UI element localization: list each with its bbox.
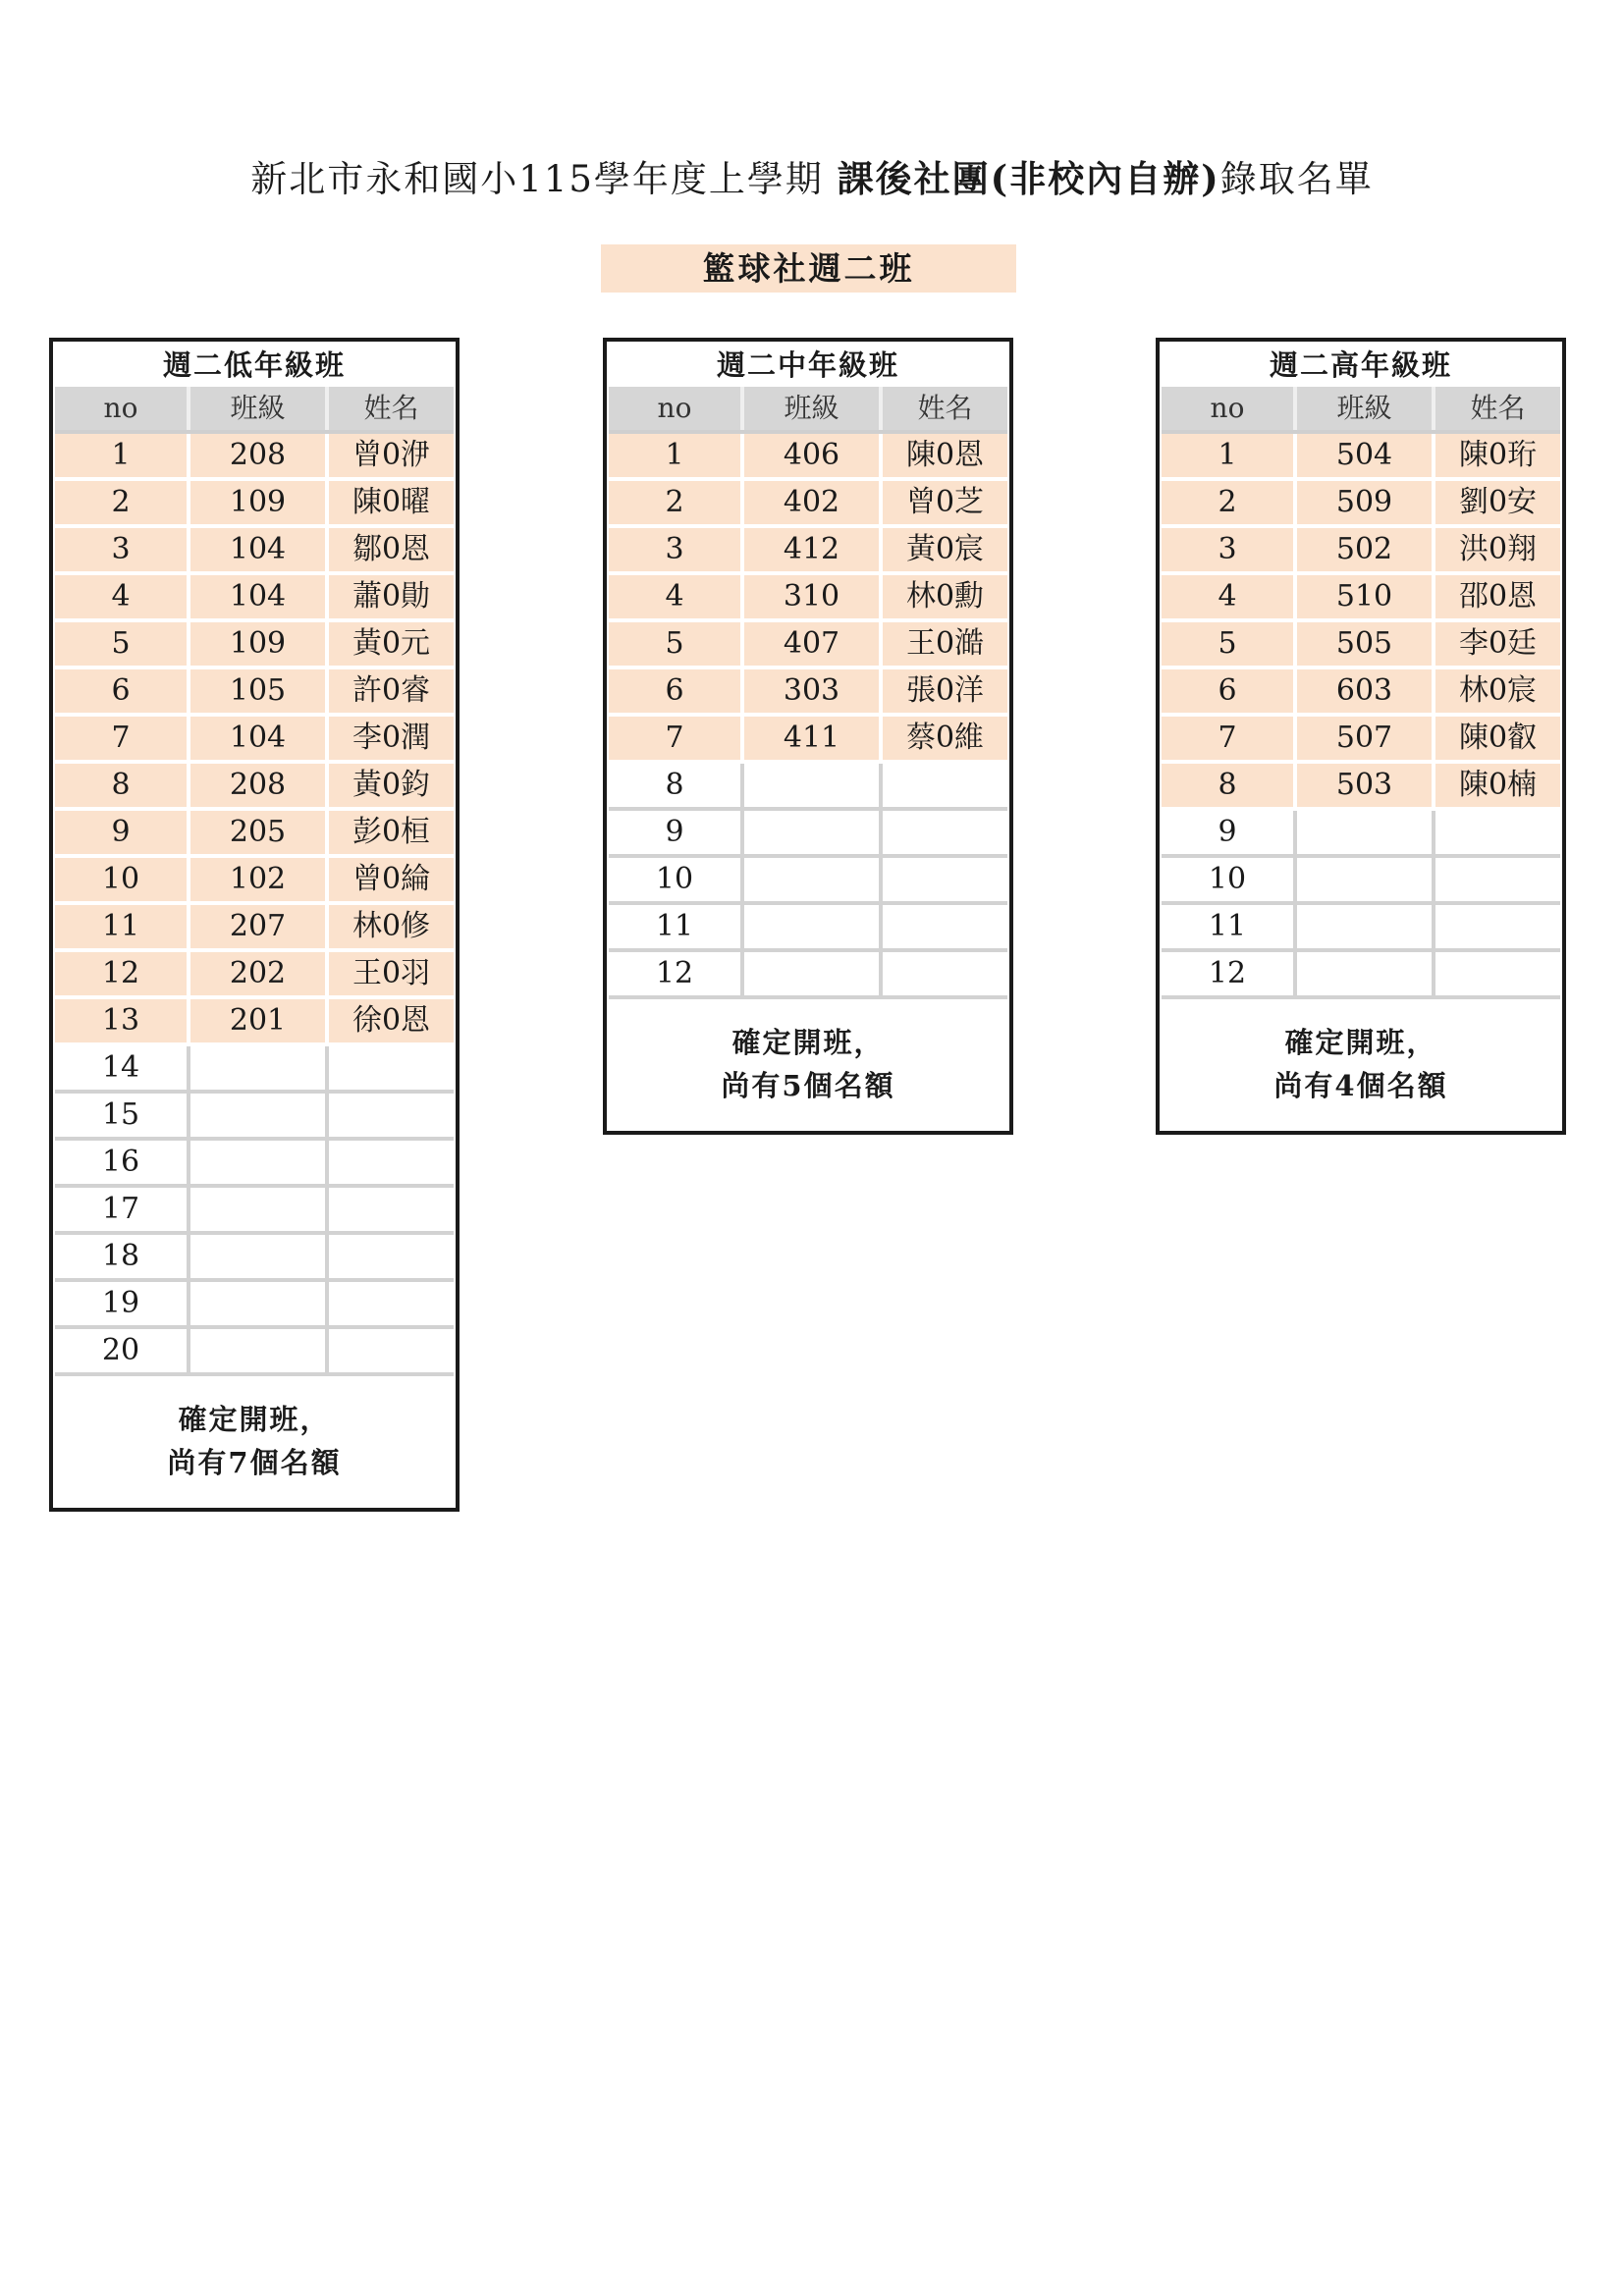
row-student-name [883,905,1007,948]
header-no: no [1162,387,1297,430]
row-class: 502 [1297,528,1435,571]
table-row [1162,764,1560,811]
table-row [1162,528,1560,575]
status-line-confirmed: 確定開班， [1284,1026,1437,1059]
group-title: 週二低年級班 [162,348,346,382]
row-number: 7 [1162,717,1297,760]
row-number: 12 [55,952,190,995]
table-row [55,528,454,575]
row-student-name: 許0睿 [329,669,454,713]
row-class [190,1141,329,1184]
row-class: 207 [190,905,329,948]
table-row [55,481,454,528]
table-row [609,717,1007,764]
row-number: 2 [609,481,744,524]
table-row [609,528,1007,575]
header-class: 班級 [744,387,883,430]
status-line-confirmed: 確定開班， [178,1403,331,1436]
table-row [55,1282,454,1329]
page-title-bold: 課後社團(非校內自辦) [837,157,1220,200]
row-student-name: 曾0綸 [329,858,454,901]
row-number: 20 [55,1329,190,1372]
row-student-name: 鄒0恩 [329,528,454,571]
table-row [1162,669,1560,717]
row-student-name [329,1141,454,1184]
row-class [744,858,883,901]
table-row [609,575,1007,622]
table-row [609,481,1007,528]
table-row [55,1329,454,1376]
table-row [609,905,1007,952]
row-class [1297,905,1435,948]
table-row [55,669,454,717]
row-class [190,1094,329,1137]
table-row [1162,858,1560,905]
group-box-high [1156,338,1566,1135]
row-number: 12 [1162,952,1297,995]
row-student-name: 林0勳 [883,575,1007,618]
table-row [55,905,454,952]
table-row [1162,434,1560,481]
row-student-name: 邵0恩 [1435,575,1560,618]
row-student-name: 張0洋 [883,669,1007,713]
row-number: 14 [55,1046,190,1090]
row-student-name: 王0澔 [883,622,1007,666]
table-row [55,717,454,764]
row-student-name: 黃0鈞 [329,764,454,807]
table-row [55,622,454,669]
table-row [609,764,1007,811]
row-number: 17 [55,1188,190,1231]
row-class [190,1282,329,1325]
table-row [55,764,454,811]
row-student-name [329,1046,454,1090]
row-student-name [1435,811,1560,854]
row-number: 5 [609,622,744,666]
row-class [1297,952,1435,995]
row-class: 509 [1297,481,1435,524]
row-class: 109 [190,622,329,666]
row-number: 18 [55,1235,190,1278]
row-student-name [1435,858,1560,901]
page-title-plain: 新北市永和國小115學年度上學期 [250,158,838,200]
row-class: 510 [1297,575,1435,618]
row-student-name: 洪0翔 [1435,528,1560,571]
row-student-name [1435,952,1560,995]
row-class: 406 [744,434,883,477]
header-no: no [55,387,190,430]
row-class: 104 [190,528,329,571]
header-name: 姓名 [883,387,1007,430]
row-class: 205 [190,811,329,854]
row-class: 507 [1297,717,1435,760]
row-number: 4 [609,575,744,618]
row-class: 104 [190,575,329,618]
table-row [55,1235,454,1282]
row-class: 504 [1297,434,1435,477]
table-row [55,858,454,905]
row-student-name [329,1188,454,1231]
row-student-name [329,1094,454,1137]
row-number: 2 [1162,481,1297,524]
row-class: 411 [744,717,883,760]
table-row [1162,905,1560,952]
row-student-name: 黃0元 [329,622,454,666]
row-number: 6 [1162,669,1297,713]
table-row [1162,622,1560,669]
row-student-name: 王0羽 [329,952,454,995]
row-student-name: 陳0叡 [1435,717,1560,760]
row-class: 503 [1297,764,1435,807]
row-student-name: 李0潤 [329,717,454,760]
club-name-banner: 籃球社週二班 [601,244,1016,293]
row-number: 3 [55,528,190,571]
row-class: 412 [744,528,883,571]
row-class [190,1046,329,1090]
row-number: 5 [55,622,190,666]
row-student-name: 陳0恩 [883,434,1007,477]
row-student-name [883,764,1007,807]
row-class: 202 [190,952,329,995]
row-student-name: 徐0恩 [329,999,454,1042]
group-status-note [55,1376,454,1508]
row-class [744,764,883,807]
row-number: 1 [609,434,744,477]
row-number: 7 [55,717,190,760]
row-number: 7 [609,717,744,760]
group-title: 週二高年級班 [1269,348,1452,382]
row-student-name: 李0廷 [1435,622,1560,666]
row-student-name: 曾0洢 [329,434,454,477]
header-name: 姓名 [1435,387,1560,430]
page-title [0,149,1624,202]
status-line-remaining: 尚有5個名額 [721,1069,895,1102]
table-row [609,622,1007,669]
row-student-name: 陳0曜 [329,481,454,524]
row-class [1297,858,1435,901]
row-student-name [329,1235,454,1278]
row-student-name: 彭0桓 [329,811,454,854]
table-row [1162,481,1560,528]
row-number: 4 [55,575,190,618]
row-class: 407 [744,622,883,666]
group-box-middle [603,338,1013,1135]
table-row [1162,811,1560,858]
row-student-name [883,811,1007,854]
row-class: 105 [190,669,329,713]
row-class [744,811,883,854]
status-line-confirmed: 確定開班， [731,1026,885,1059]
table-row [609,434,1007,481]
row-number: 12 [609,952,744,995]
row-class [1297,811,1435,854]
row-class [744,905,883,948]
row-class [190,1235,329,1278]
table-row [55,434,454,481]
table-row [55,1094,454,1141]
row-student-name: 黃0宸 [883,528,1007,571]
row-student-name [329,1329,454,1372]
table-row [609,952,1007,999]
row-number: 8 [55,764,190,807]
row-class [190,1329,329,1372]
row-number: 10 [55,858,190,901]
row-student-name [883,858,1007,901]
row-number: 8 [1162,764,1297,807]
row-number: 3 [609,528,744,571]
row-class: 201 [190,999,329,1042]
status-line-remaining: 尚有4個名額 [1273,1069,1448,1102]
row-number: 6 [609,669,744,713]
page-title-tail: 錄取名單 [1219,158,1374,200]
row-student-name: 蕭0勛 [329,575,454,618]
table-row [55,811,454,858]
row-number: 1 [1162,434,1297,477]
row-number: 1 [55,434,190,477]
row-class [744,952,883,995]
header-name: 姓名 [329,387,454,430]
row-number: 3 [1162,528,1297,571]
row-student-name: 陳0楠 [1435,764,1560,807]
row-number: 10 [1162,858,1297,901]
row-student-name: 林0修 [329,905,454,948]
table-row [609,811,1007,858]
row-class: 505 [1297,622,1435,666]
status-line-remaining: 尚有7個名額 [167,1446,342,1479]
row-number: 16 [55,1141,190,1184]
row-student-name [1435,905,1560,948]
row-number: 5 [1162,622,1297,666]
header-no: no [609,387,744,430]
table-row [609,858,1007,905]
row-number: 19 [55,1282,190,1325]
table-row [55,1141,454,1188]
row-student-name: 林0宸 [1435,669,1560,713]
row-student-name [329,1282,454,1325]
table-row [55,999,454,1046]
group-status-note [1162,999,1560,1131]
header-class: 班級 [190,387,329,430]
table-header-row [609,387,1007,434]
table-row [55,952,454,999]
table-row [55,1046,454,1094]
row-class: 310 [744,575,883,618]
row-number: 11 [609,905,744,948]
row-student-name [883,952,1007,995]
row-number: 9 [1162,811,1297,854]
table-header-row [1162,387,1560,434]
table-row [609,669,1007,717]
row-class: 109 [190,481,329,524]
group-status-note [609,999,1007,1131]
row-class: 603 [1297,669,1435,713]
row-class: 402 [744,481,883,524]
group-title: 週二中年級班 [716,348,899,382]
row-number: 13 [55,999,190,1042]
row-class: 208 [190,764,329,807]
row-number: 15 [55,1094,190,1137]
row-number: 2 [55,481,190,524]
row-number: 8 [609,764,744,807]
table-row [1162,717,1560,764]
row-class: 303 [744,669,883,713]
row-number: 4 [1162,575,1297,618]
row-class [190,1188,329,1231]
row-number: 11 [55,905,190,948]
table-row [1162,575,1560,622]
row-number: 9 [609,811,744,854]
table-row [1162,952,1560,999]
row-student-name: 蔡0維 [883,717,1007,760]
row-class: 208 [190,434,329,477]
table-row [55,575,454,622]
table-row [55,1188,454,1235]
row-student-name: 曾0芝 [883,481,1007,524]
row-number: 10 [609,858,744,901]
row-number: 9 [55,811,190,854]
row-number: 6 [55,669,190,713]
row-class: 102 [190,858,329,901]
row-number: 11 [1162,905,1297,948]
table-header-row [55,387,454,434]
row-student-name: 陳0珩 [1435,434,1560,477]
row-class: 104 [190,717,329,760]
row-student-name: 劉0安 [1435,481,1560,524]
group-box-low [49,338,460,1512]
header-class: 班級 [1297,387,1435,430]
